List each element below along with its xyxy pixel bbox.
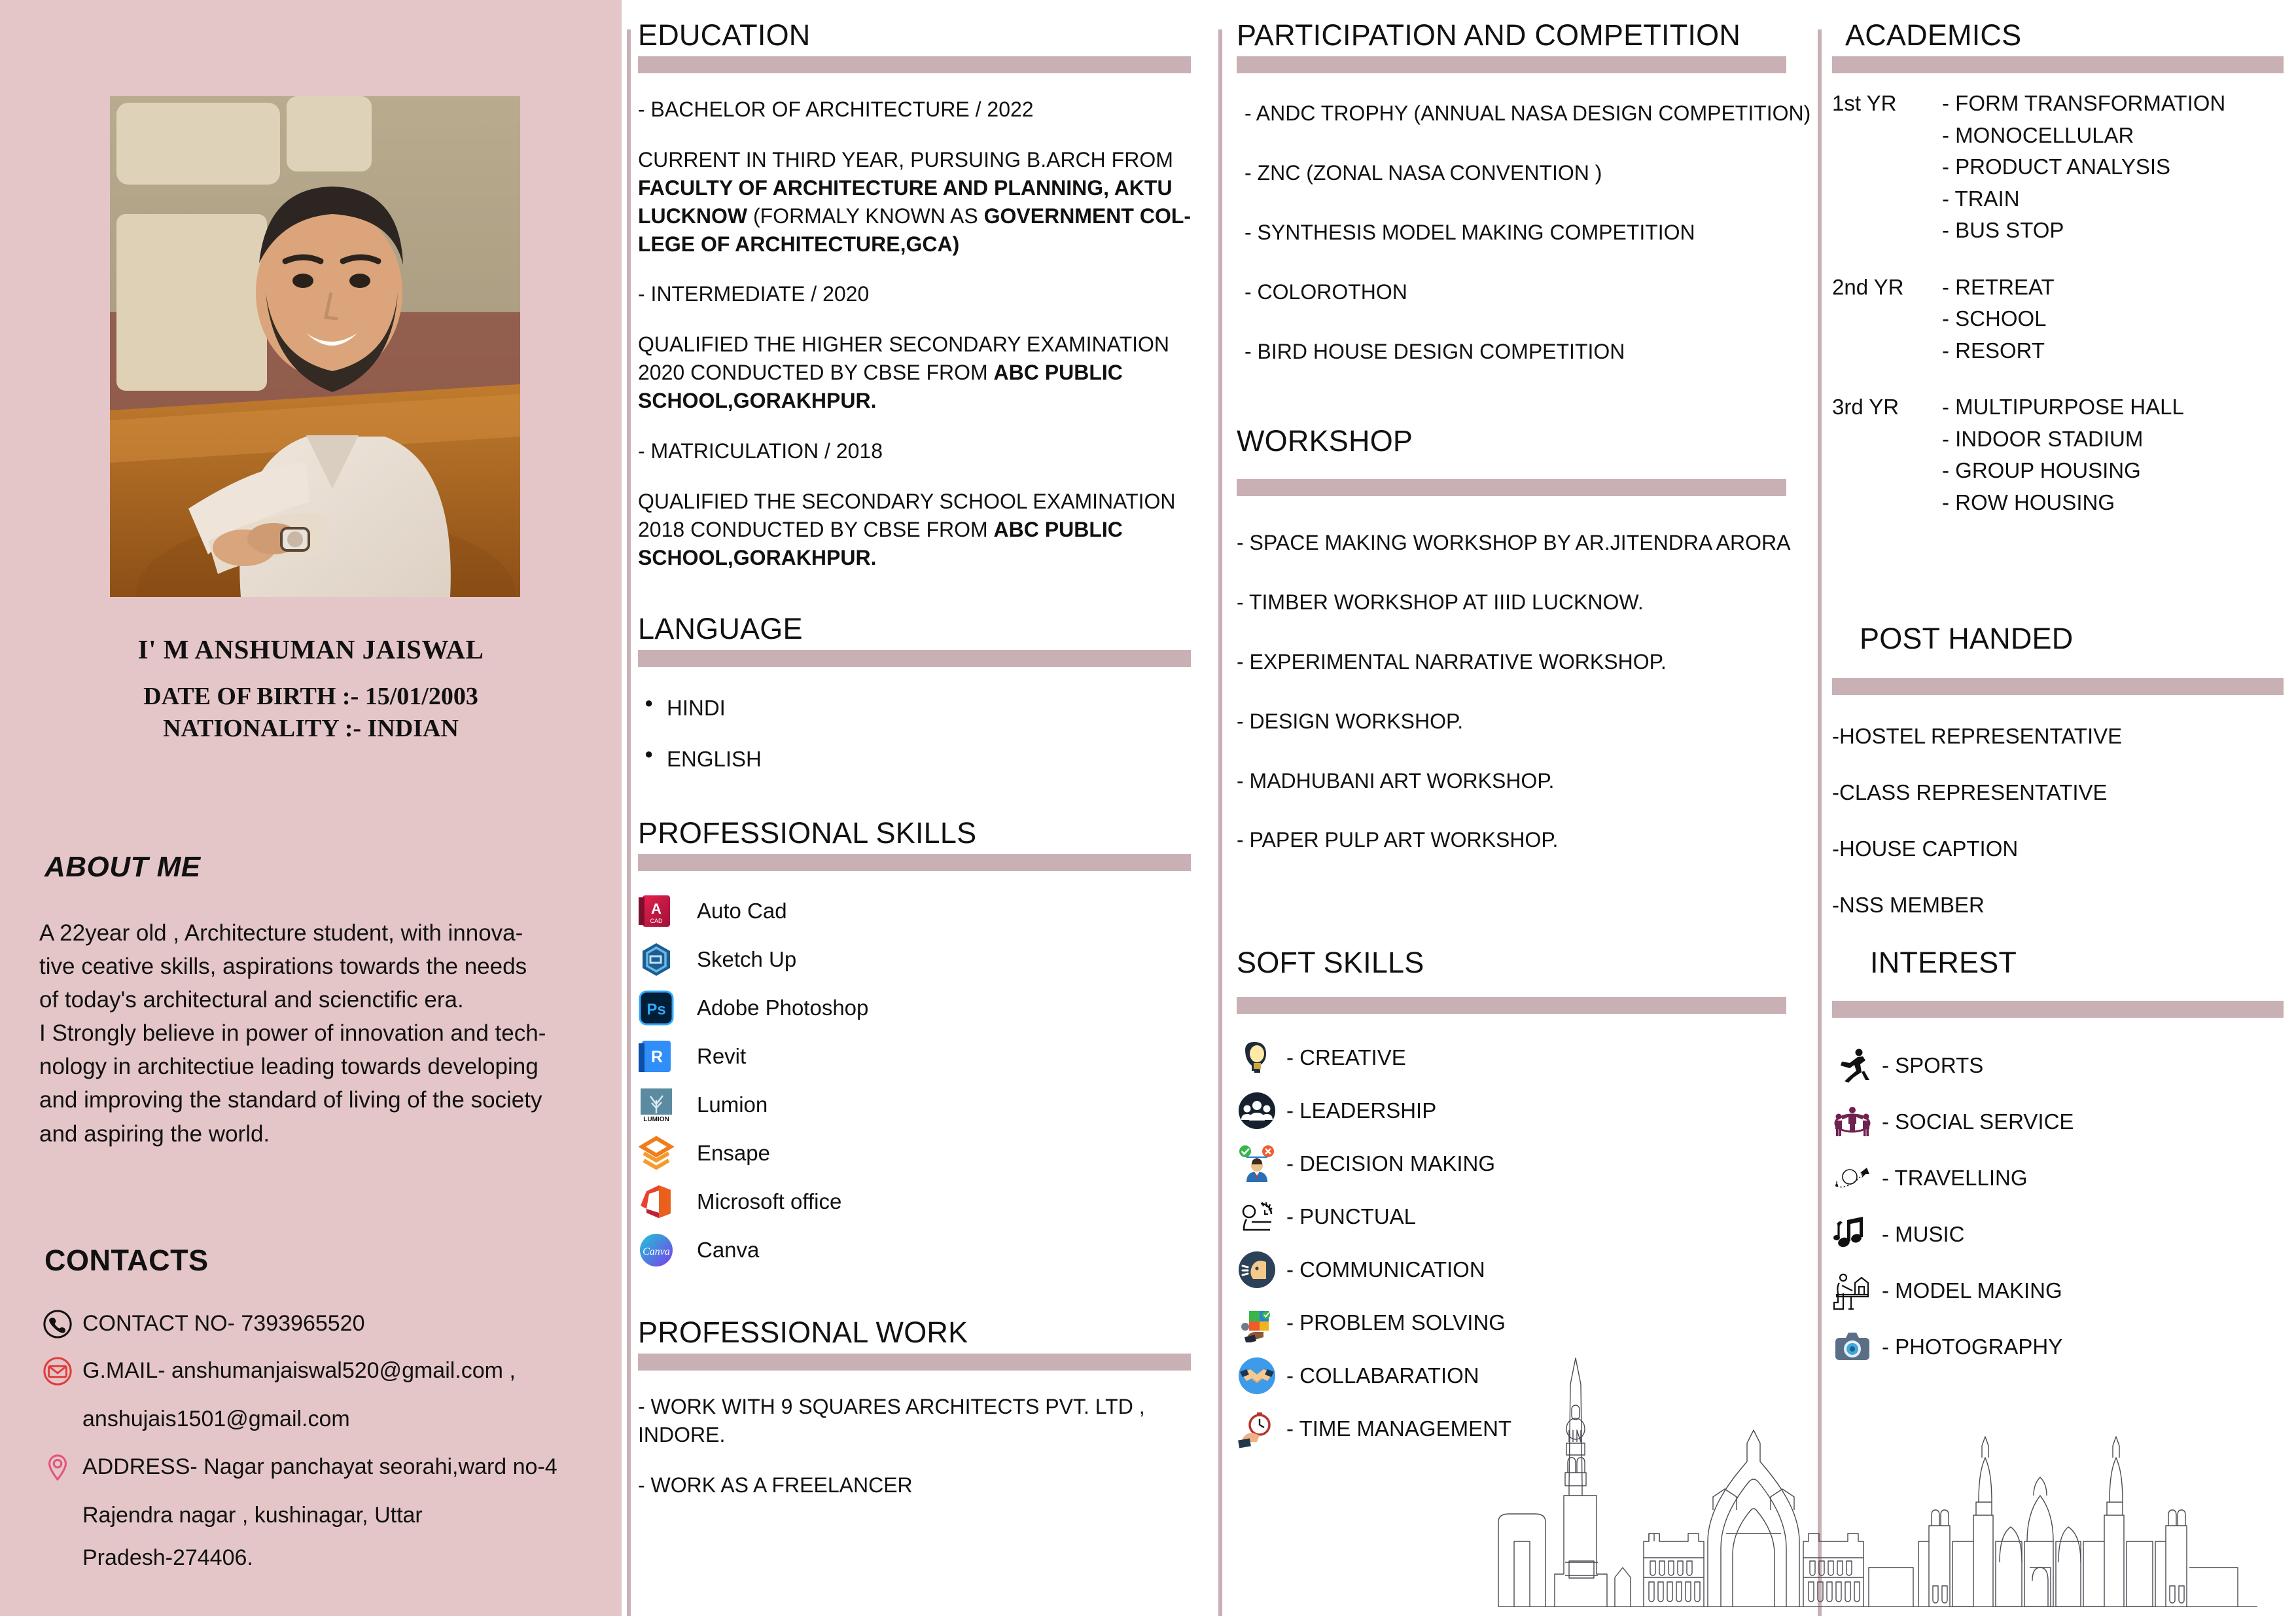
canva-icon [638,1232,675,1268]
handshake-icon [1237,1356,1277,1396]
skill-label: Ensape [697,1141,770,1165]
participation-heading: PARTICIPATION AND COMPETITION [1237,18,1741,52]
post-handed-item: -HOSTEL REPRESENTATIVE [1832,724,2123,748]
soft-skill-row [1237,1137,1786,1190]
svg-text:Ps: Ps [646,1001,666,1018]
about-line: and aspiring the world. [39,1121,270,1147]
contact-email-row[interactable] [39,1353,615,1390]
education-entry-heading: - MATRICULATION / 2018 [638,439,883,463]
profile-meta [0,681,622,744]
about-line: tive ceative skills, aspirations towards the needs [39,954,527,980]
city-skyline-illustration [1492,1345,2264,1607]
academics-year-label: 1st YR [1832,91,1897,115]
workshop-heading: WORKSHOP [1237,424,1413,458]
workshop-item: - TIMBER WORKSHOP AT IIID LUCKNOW. [1237,590,1644,614]
skill-row [638,1129,1191,1177]
section-rule [638,650,1191,667]
academics-item-list [1942,272,2055,367]
academics-year-label: 3rd YR [1832,395,1899,419]
education-entry-body: 2020 CONDUCTED BY CBSE FROM ABC PUBLIC [638,361,1123,385]
skill-row [638,935,1191,984]
lumion-icon [638,1086,675,1123]
academics-item: - BUS STOP [1942,218,2064,242]
academics-item: - GROUP HOUSING [1942,458,2141,482]
academics-item: - MULTIPURPOSE HALL [1942,395,2184,419]
microsoft-office-icon [638,1183,675,1220]
skill-label: Microsoft office [697,1189,842,1213]
education-entry-body: 2018 CONDUCTED BY CBSE FROM ABC PUBLIC [638,517,1123,541]
about-line: A 22year old , Architecture student, with innova- [39,920,523,946]
language-heading: LANGUAGE [638,612,803,645]
section-rule [1237,479,1786,496]
about-line: nology in architectiue leading towards developing [39,1054,539,1080]
column-divider [627,29,631,1616]
post-handed-section [1832,622,2284,949]
music-notes-icon [1832,1214,1873,1255]
social-service-icon [1832,1102,1873,1142]
academics-item: - RESORT [1942,338,2045,363]
participation-item: - ANDC TROPHY (ANNUAL NASA DESIGN COMPETITION) [1245,101,1811,125]
interest-label: - SPORTS [1882,1053,1984,1077]
language-item: ● ENGLISH [638,747,1191,772]
location-icon [39,1449,76,1486]
svg-text:R: R [650,1048,663,1066]
participation-item: - BIRD HOUSE DESIGN COMPETITION [1245,339,1625,363]
academics-year-group [1832,88,2284,247]
academics-item: - ROW HOUSING [1942,490,2115,514]
work-entry-line: INDORE. [638,1422,726,1446]
education-entry-heading: - INTERMEDIATE / 2020 [638,282,870,306]
skill-label: Canva [697,1238,760,1262]
language-section [638,612,1191,798]
work-entry-line: - WORK AS A FREELANCER [638,1473,913,1497]
contacts-heading: CONTACTS [44,1244,209,1277]
svg-text:CAD: CAD [650,918,663,924]
speaking-head-icon [1237,1249,1277,1290]
soft-skill-label: - COLLABARATION [1286,1363,1479,1388]
participation-item: - ZNC (ZONAL NASA CONVENTION ) [1245,160,1602,185]
contact-email-secondary: anshujais1501@gmail.com [82,1407,350,1431]
professional-skills-section [638,816,1191,1274]
lightbulb-head-icon [1237,1037,1277,1078]
section-rule [1237,56,1786,73]
post-handed-item: -HOUSE CAPTION [1832,836,2019,861]
academics-item: - FORM TRANSFORMATION [1942,91,2226,115]
academics-item: - TRAIN [1942,186,2020,211]
decision-person-icon [1237,1143,1277,1184]
profile-name: I' M ANSHUMAN JAISWAL [137,634,484,664]
interest-label: - MUSIC [1882,1222,1965,1246]
contact-address-row[interactable] [39,1449,615,1486]
skill-row [638,1032,1191,1081]
professional-skills-heading: PROFESSIONAL SKILLS [638,816,977,850]
academics-item: - SCHOOL [1942,306,2047,331]
about-line: and improving the standard of living of the society [39,1087,542,1113]
about-me-text [39,916,589,1151]
nationality: NATIONALITY :- INDIAN [163,714,459,742]
professional-work-heading: PROFESSIONAL WORK [638,1316,968,1349]
post-handed-item: -CLASS REPRESENTATIVE [1832,780,2108,804]
workshop-item: - PAPER PULP ART WORKSHOP. [1237,828,1559,852]
education-column [638,0,1214,1616]
interest-heading: INTEREST [1870,946,2017,979]
team-circle-icon [1237,1090,1277,1131]
interest-label: - TRAVELLING [1882,1166,2028,1190]
education-entry-body: LUCKNOW (FORMALY KNOWN AS GOVERNMENT COL- [638,204,1192,228]
puzzle-hand-icon [1237,1302,1277,1343]
skill-row [638,1226,1191,1274]
soft-skill-label: - LEADERSHIP [1286,1098,1437,1122]
stopwatch-hand-icon [1237,1409,1277,1449]
academics-item-list [1942,391,2184,518]
education-entry-body: CURRENT IN THIRD YEAR, PURSUING B.ARCH FROM [638,147,1173,171]
soft-skill-label: - TIME MANAGEMENT [1286,1416,1512,1441]
about-me-heading: ABOUT ME [44,851,201,883]
education-entry-body: SCHOOL,GORAKHPUR. [638,545,877,569]
interest-row [1832,1263,2284,1319]
contact-phone-text: CONTACT NO- 7393965520 [82,1311,365,1336]
contact-address-line3: Pradesh-274406. [82,1545,253,1570]
professional-work-section [638,1316,1191,1499]
soft-skill-row [1237,1243,1786,1296]
skill-row [638,1081,1191,1129]
academics-item: - PRODUCT ANALYSIS [1942,154,2171,179]
autocad-icon [638,893,675,929]
soft-skill-row [1237,1084,1786,1137]
post-handed-heading: POST HANDED [1860,622,2074,655]
contact-phone-row[interactable] [39,1306,615,1342]
participation-item: - SYNTHESIS MODEL MAKING COMPETITION [1245,220,1695,244]
section-rule [1832,678,2284,695]
contact-address-line2: Rajendra nagar , kushinagar, Uttar [82,1503,423,1528]
skill-label: Lumion [697,1092,768,1117]
language-item: ● HINDI [638,696,1191,721]
interest-row [1832,1206,2284,1263]
academics-year-group [1832,391,2284,518]
section-rule [638,1354,1191,1371]
sketchup-icon [638,941,675,978]
academics-year-group [1832,272,2284,367]
workshop-item: - SPACE MAKING WORKSHOP BY AR.JITENDRA ARORA [1237,531,1791,554]
workshop-item: - EXPERIMENTAL NARRATIVE WORKSHOP. [1237,649,1667,673]
skill-row [638,984,1191,1032]
profile-sidebar [0,0,622,1616]
soft-skill-label: - DECISION MAKING [1286,1151,1496,1176]
contacts-list [39,1306,615,1588]
education-entry-body: FACULTY OF ARCHITECTURE AND PLANNING, AKTU [638,175,1173,200]
work-entry-line: - WORK WITH 9 SQUARES ARCHITECTS PVT. LTD , [638,1395,1145,1418]
education-entry-body: LEGE OF ARCHITECTURE,GCA) [638,232,960,256]
soft-skill-label: - PUNCTUAL [1286,1204,1417,1229]
contact-address-text: ADDRESS- Nagar panchayat seorahi,ward no-4 [82,1454,557,1479]
academics-item: - MONOCELLULAR [1942,122,2134,147]
interest-label: - PHOTOGRAPHY [1882,1335,2063,1359]
section-rule [638,56,1191,73]
interest-row [1832,1094,2284,1150]
model-making-icon [1832,1270,1873,1311]
workshop-item: - DESIGN WORKSHOP. [1237,709,1464,733]
soft-skill-row [1237,1190,1786,1243]
column-divider [1218,29,1222,1616]
post-handed-item: -NSS MEMBER [1832,893,1985,917]
skill-row [638,887,1191,935]
section-rule [1832,1001,2284,1018]
education-entry-body: QUALIFIED THE SECONDARY SCHOOL EXAMINATION [638,489,1176,513]
education-entry-body: SCHOOL,GORAKHPUR. [638,389,877,412]
workshop-item: - MADHUBANI ART WORKSHOP. [1237,768,1555,793]
soft-skill-row [1237,1031,1786,1084]
runner-icon [1832,1045,1873,1086]
education-heading: EDUCATION [638,18,811,52]
skill-row [638,1177,1191,1226]
svg-text:A: A [651,901,662,917]
svg-text:LUMION: LUMION [643,1116,669,1122]
academics-item: - INDOOR STADIUM [1942,426,2144,451]
workshop-section [1237,424,1791,854]
interest-row [1832,1150,2284,1206]
skill-label: Revit [697,1044,747,1068]
soft-skill-label: - COMMUNICATION [1286,1257,1485,1282]
interest-label: - SOCIAL SERVICE [1882,1109,2074,1134]
interest-row [1832,1037,2284,1094]
enscape-icon [638,1135,675,1172]
section-rule [1237,997,1786,1014]
soft-skills-heading: SOFT SKILLS [1237,946,1424,979]
about-line: I Strongly believe in power of innovation and tech- [39,1020,546,1047]
education-entry-body: QUALIFIED THE HIGHER SECONDARY EXAMINATION [638,332,1169,357]
participation-section [1237,18,1811,365]
travel-plane-icon [1832,1158,1873,1198]
interest-label: - MODEL MAKING [1882,1278,2062,1302]
date-of-birth: DATE OF BIRTH :- 15/01/2003 [143,683,478,710]
photoshop-icon [638,990,675,1026]
phone-icon [39,1306,76,1342]
skill-label: Auto Cad [697,899,787,923]
section-rule [638,854,1191,871]
soft-skill-row [1237,1296,1786,1349]
academics-year-label: 2nd YR [1832,274,1904,299]
section-rule [1832,56,2284,73]
svg-text:Canva: Canva [643,1246,670,1257]
academics-item-list [1942,88,2225,247]
skill-label: Adobe Photoshop [697,996,869,1020]
participation-item: - COLOROTHON [1245,279,1407,304]
soft-skill-label: - PROBLEM SOLVING [1286,1310,1506,1335]
interest-section [1832,946,2284,1375]
education-section [638,18,1191,571]
profile-photo [110,96,520,597]
clock-desk-icon [1237,1196,1277,1237]
revit-icon [638,1038,675,1075]
education-entry-heading: - BACHELOR OF ARCHITECTURE / 2022 [638,98,1034,121]
portrait-illustration [110,96,520,597]
academics-heading: ACADEMICS [1845,18,2022,52]
skill-label: Sketch Up [697,947,797,971]
contact-email-text: G.MAIL- anshumanjaiswal520@gmail.com , [82,1358,516,1383]
academics-section [1832,18,2284,518]
soft-skill-label: - CREATIVE [1286,1045,1406,1069]
mail-icon [39,1353,76,1390]
language-list [638,696,1191,772]
about-line: of today's architectural and scienctific era. [39,987,464,1013]
academics-item: - RETREAT [1942,274,2055,299]
